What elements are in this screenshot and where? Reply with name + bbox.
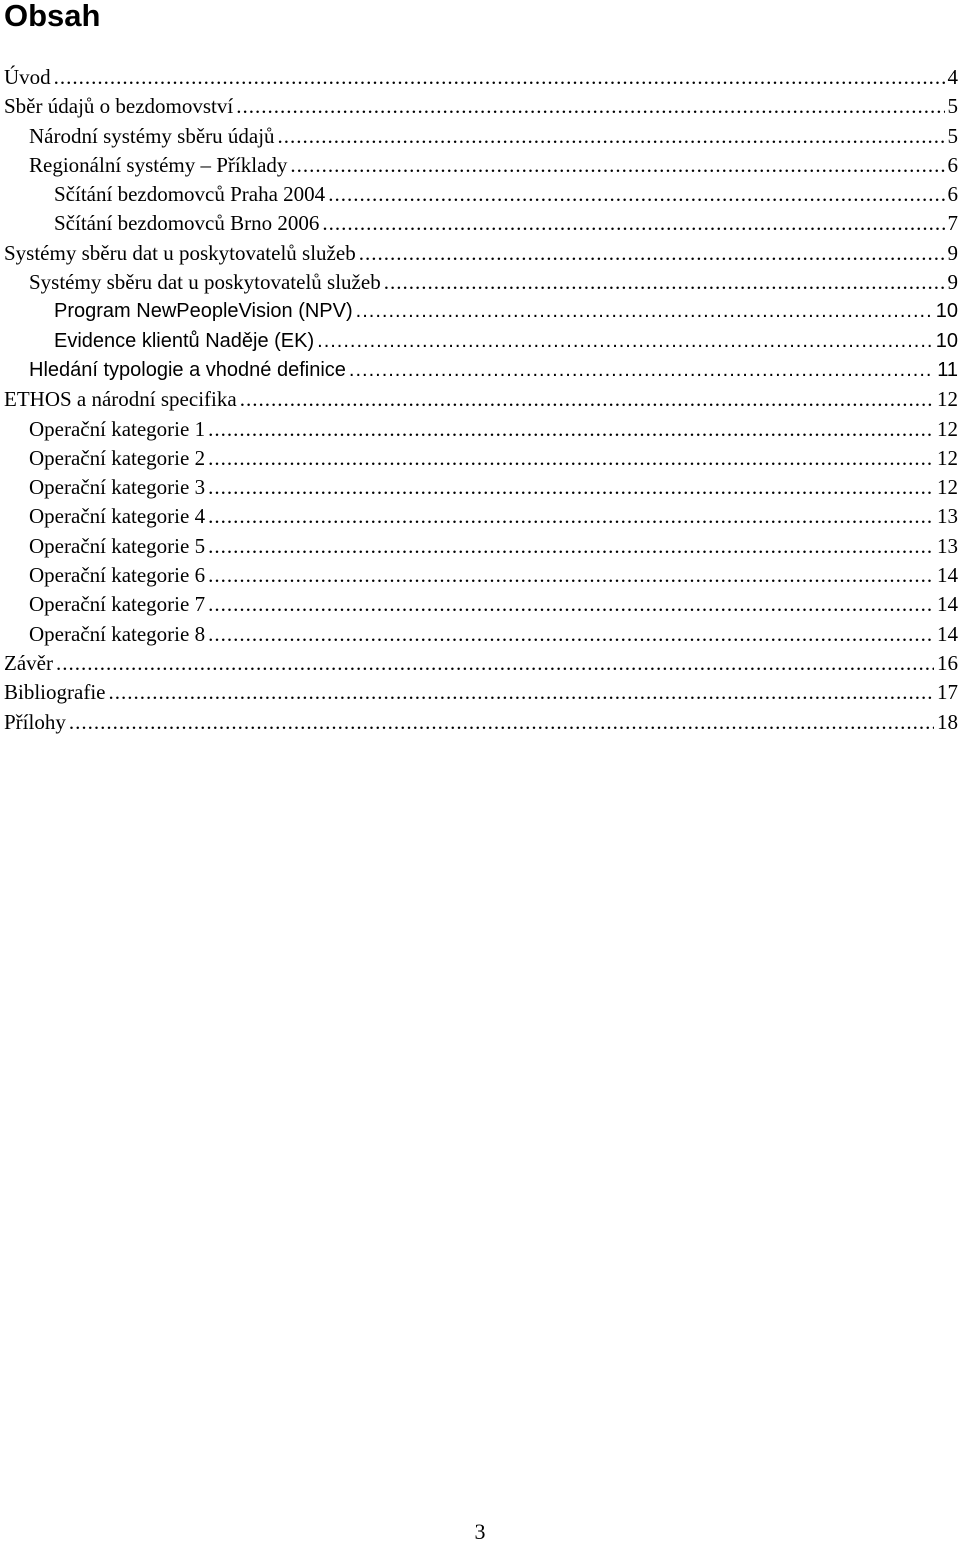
toc-entry-title: Národní systémy sběru údajů [29, 123, 275, 148]
toc-leader-dots [278, 122, 945, 151]
toc-entry-page: 12 [937, 416, 958, 441]
toc-entry[interactable] [4, 327, 958, 356]
toc-entry-title: Operační kategorie 1 [29, 416, 206, 441]
toc-entry-title: Systémy sběru dat u poskytovatelů služeb [4, 240, 356, 265]
toc-entry[interactable] [4, 415, 958, 444]
toc-entry-page: 9 [947, 240, 958, 265]
toc-entry-page: 11 [937, 358, 958, 381]
toc-entry[interactable] [4, 561, 958, 590]
toc-entry-title: Operační kategorie 5 [29, 533, 206, 558]
toc-entry-page: 10 [935, 300, 958, 323]
toc-leader-dots [328, 180, 944, 209]
toc-leader-dots [56, 649, 934, 678]
toc-leader-dots [317, 327, 933, 356]
toc-entry-title: Operační kategorie 8 [29, 621, 206, 646]
toc-leader-dots [356, 297, 933, 326]
toc-entry-title: Operační kategorie 4 [29, 504, 206, 529]
toc-leader-dots [322, 209, 944, 238]
toc-entry-title: Program NewPeopleVision (NPV) [54, 300, 353, 323]
toc-leader-dots [208, 561, 934, 590]
toc-entry[interactable] [4, 532, 958, 561]
toc-entry[interactable] [4, 708, 958, 737]
toc-entry-page: 14 [937, 621, 958, 646]
toc-entry-title: Sčítání bezdomovců Praha 2004 [54, 182, 326, 207]
toc-entry[interactable] [4, 268, 958, 297]
toc-entry-title: Hledání typologie a vhodné definice [29, 358, 346, 381]
toc-entry[interactable] [4, 678, 958, 707]
toc-entry[interactable] [4, 180, 958, 209]
toc-entry[interactable] [4, 209, 958, 238]
page-title: Obsah [4, 0, 101, 33]
toc-entry-page: 5 [947, 94, 958, 119]
toc-entry-page: 14 [937, 563, 958, 588]
toc-leader-dots [359, 239, 945, 268]
toc-entry-page: 6 [947, 182, 958, 207]
toc-entry-title: Operační kategorie 7 [29, 592, 206, 617]
toc-entry-title: Regionální systémy – Příklady [29, 152, 288, 177]
toc-entry-title: Úvod [4, 65, 51, 89]
toc-entry-page: 13 [937, 533, 958, 558]
toc-entry-page: 10 [935, 329, 958, 352]
toc-entry-title: Bibliografie [4, 680, 106, 705]
toc-entry[interactable] [4, 92, 958, 121]
toc-entry[interactable] [4, 151, 958, 180]
toc-entry-page: 7 [947, 211, 958, 236]
toc-entry[interactable] [4, 63, 958, 92]
toc-leader-dots [349, 356, 934, 385]
toc-leader-dots [240, 385, 934, 414]
toc-entry[interactable] [4, 649, 958, 678]
toc-entry-title: Závěr [4, 650, 53, 675]
toc-entry[interactable] [4, 356, 958, 385]
toc-leader-dots [208, 590, 934, 619]
toc-leader-dots [69, 708, 934, 737]
toc-leader-dots [108, 678, 934, 707]
toc-entry-page: 4 [947, 65, 958, 89]
toc-entry-title: ETHOS a národní specifika [4, 387, 237, 412]
table-of-contents [4, 63, 958, 737]
toc-entry[interactable] [4, 444, 958, 473]
toc-leader-dots [54, 63, 945, 92]
toc-entry-page: 12 [937, 475, 958, 500]
page-number: 3 [474, 1519, 486, 1544]
toc-leader-dots [208, 620, 934, 649]
toc-entry-title: Evidence klientů Naděje (EK) [54, 329, 315, 352]
toc-entry-page: 12 [937, 445, 958, 470]
toc-entry-page: 18 [937, 709, 958, 734]
toc-entry-page: 17 [937, 680, 958, 705]
toc-entry-title: Přílohy [4, 709, 66, 734]
toc-leader-dots [208, 473, 934, 502]
toc-entry-page: 5 [947, 123, 958, 148]
toc-leader-dots [208, 502, 934, 531]
toc-leader-dots [208, 444, 934, 473]
toc-entry-page: 12 [937, 387, 958, 412]
toc-entry[interactable] [4, 620, 958, 649]
toc-entry[interactable] [4, 473, 958, 502]
toc-leader-dots [208, 415, 934, 444]
toc-leader-dots [290, 151, 944, 180]
toc-entry-page: 6 [947, 152, 958, 177]
toc-entry-title: Operační kategorie 2 [29, 445, 206, 470]
toc-entry-title: Sběr údajů o bezdomovství [4, 94, 234, 119]
toc-entry-title: Sčítání bezdomovců Brno 2006 [54, 211, 320, 236]
toc-leader-dots [208, 532, 934, 561]
toc-entry-title: Operační kategorie 3 [29, 475, 206, 500]
toc-entry[interactable] [4, 590, 958, 619]
toc-entry[interactable] [4, 239, 958, 268]
toc-leader-dots [384, 268, 945, 297]
toc-entry-page: 13 [937, 504, 958, 529]
toc-entry[interactable] [4, 385, 958, 414]
toc-entry-page: 14 [937, 592, 958, 617]
toc-entry[interactable] [4, 502, 958, 531]
toc-leader-dots [236, 92, 944, 121]
toc-entry[interactable] [4, 122, 958, 151]
toc-entry[interactable] [4, 297, 958, 326]
toc-entry-page: 16 [937, 650, 958, 675]
toc-entry-page: 9 [947, 270, 958, 295]
toc-entry-title: Systémy sběru dat u poskytovatelů služeb [29, 270, 381, 295]
toc-entry-title: Operační kategorie 6 [29, 563, 206, 588]
